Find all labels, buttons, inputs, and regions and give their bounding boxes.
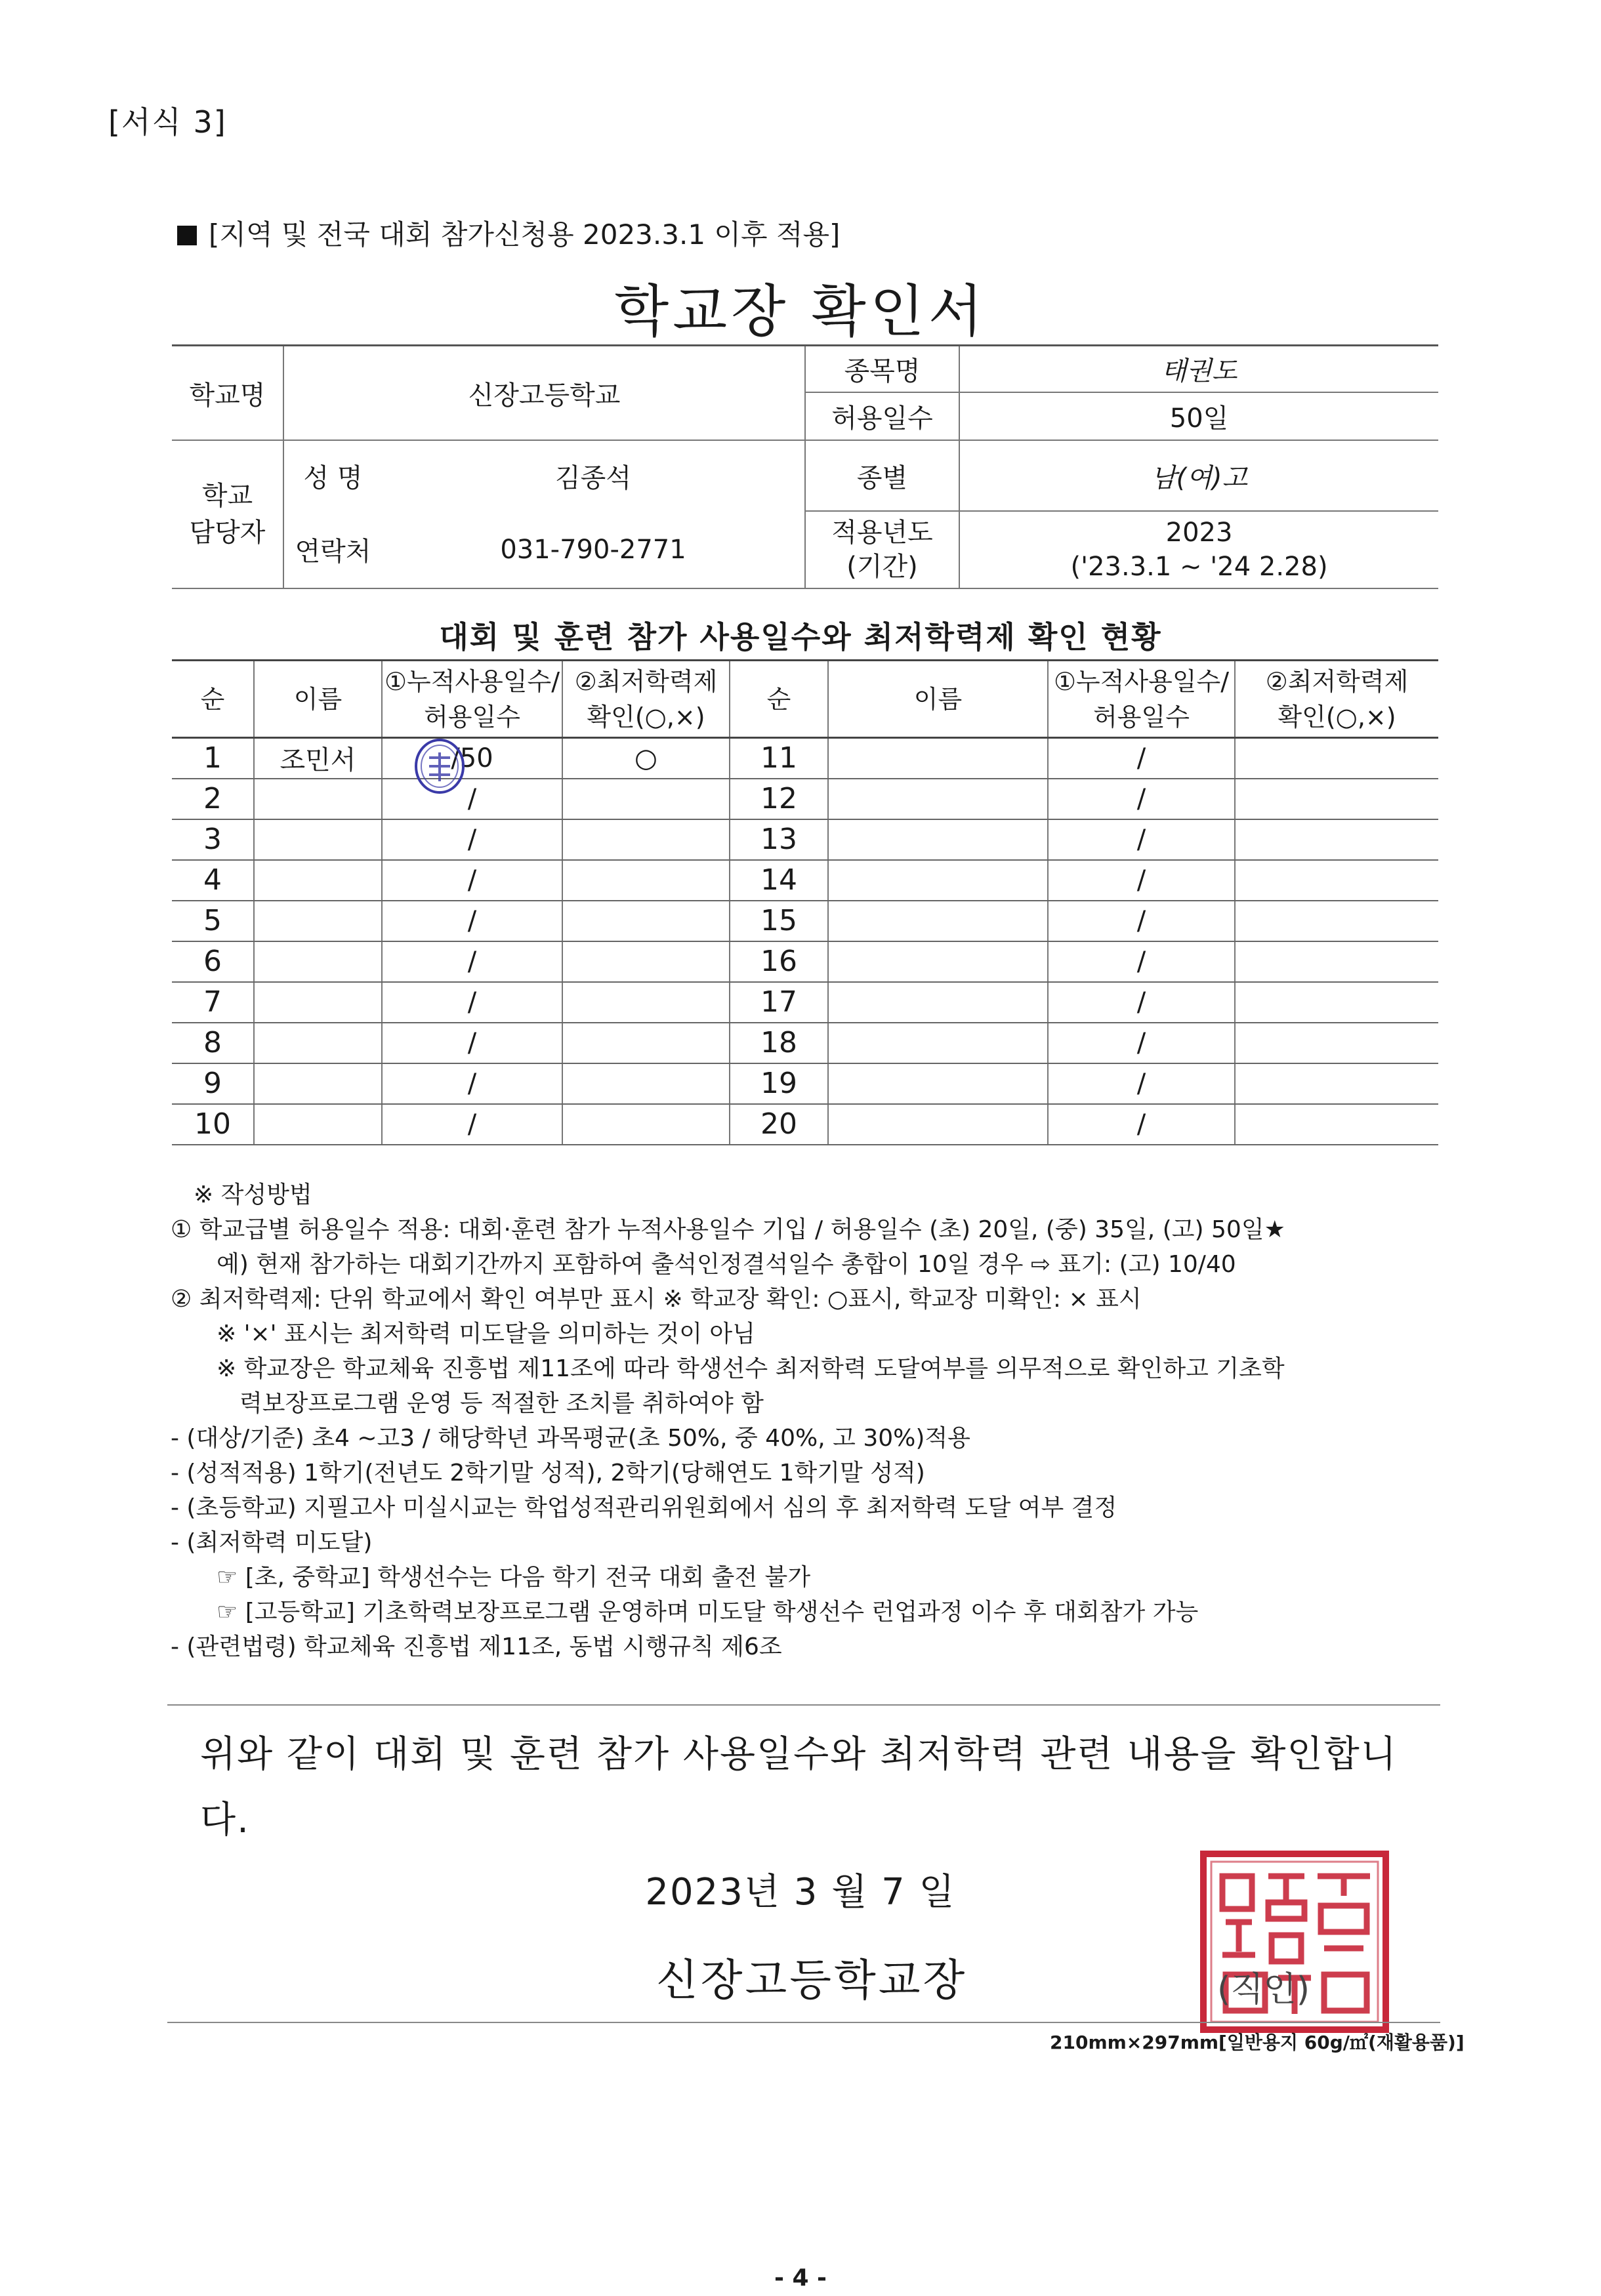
cumulative-days: / [1048,901,1235,941]
row-number: 1 [172,738,254,779]
academic-check [1235,1063,1438,1104]
row-number: 7 [172,982,254,1023]
table-row [172,779,1438,819]
col-academic-header-line1: ②최저학력제 [574,666,718,696]
note-line: ※ 학교장은 학교체육 진흥법 제11조에 따라 학생선수 최저학력 도달여부를 의무적으로 확인하고 기초학 [217,1355,1285,1382]
table-row [172,738,1438,779]
student-name [828,941,1048,982]
student-name [254,1104,382,1145]
col-days-header-2-line2: 허용일수 [1093,702,1190,731]
principal-title: 신장고등학교장 [656,1955,968,2005]
col-academic-header [562,661,730,738]
cumulative-days: / [1048,1063,1235,1104]
student-name [828,738,1048,779]
page-number: - 4 - [774,2265,827,2291]
row-number: 16 [730,941,828,982]
academic-check [1235,982,1438,1023]
col-academic-header-2 [1235,661,1438,738]
cumulative-days: / [382,819,562,860]
table-row [172,982,1438,1023]
student-name [828,1023,1048,1063]
col-name-header-2: 이름 [828,661,1048,738]
divider-top [167,1704,1440,1706]
student-name [254,982,382,1023]
note-line: ☞ [초, 중학교] 학생선수는 다음 학기 전국 대회 출전 불가 [217,1564,811,1591]
cumulative-days: /50 [382,738,562,779]
writing-method-notes [171,1178,1450,1664]
event-label: 종목명 [805,346,959,392]
col-days-header [382,661,562,738]
academic-check [562,941,730,982]
event-value: 태권도 [959,346,1438,392]
row-number: 14 [730,860,828,901]
year-label-line1: 적용년도 [831,518,933,548]
note-line: ② 최저학력제: 단위 학교에서 확인 여부만 표시 ※ 학교장 확인: ○표시, 학교장 미확인: × 표시 [171,1286,1142,1313]
cumulative-days: / [1048,982,1235,1023]
cumulative-days: / [1048,1023,1235,1063]
school-info-table [172,344,1438,589]
school-name-label: 학교명 [189,380,266,411]
col-days-header-2 [1048,661,1235,738]
col-name-header: 이름 [254,661,382,738]
cumulative-days: / [1048,941,1235,982]
row-number: 2 [172,779,254,819]
row-number: 8 [172,1023,254,1063]
allowed-days-value: 50일 [959,392,1438,440]
row-number: 10 [172,1104,254,1145]
student-name [828,982,1048,1023]
note-line: - (초등학교) 지필고사 미실시교는 학업성적관리위원회에서 심의 후 최저학력 도달 여부 결정 [171,1494,1117,1521]
cumulative-days: / [382,1063,562,1104]
note-line: ① 학교급별 허용일수 적용: 대회·훈련 참가 누적사용일수 기입 / 허용일수 (초) 20일, (중) 35일, (고) 50일★ [171,1216,1285,1243]
row-number: 5 [172,901,254,941]
note-line: ※ '×' 표시는 최저학력 미도달을 의미하는 것이 아님 [217,1321,755,1347]
col-no-header-2: 순 [730,661,828,738]
note-line: 력보장프로그램 운영 등 적절한 조치를 취하여야 함 [239,1390,764,1417]
year-value-line1: 2023 [1165,518,1233,548]
academic-check [1235,819,1438,860]
student-name [828,819,1048,860]
col-academic-header-2-line1: ②최저학력제 [1265,666,1409,696]
cumulative-days: / [382,901,562,941]
student-name [254,1063,382,1104]
student-name [828,1104,1048,1145]
student-name [828,860,1048,901]
gender-label: 종별 [805,440,959,511]
col-days-header-2-line1: ①누적사용일수/ [1053,666,1230,696]
note-line: 예) 현재 참가하는 대회기간까지 포함하여 출석인정결석일수 총합이 10일 경우 ⇨ 표기: (고) 10/40 [217,1251,1236,1278]
apply-note-text: [지역 및 전국 대회 참가신청용 2023.3.1 이후 적용] [209,218,841,251]
table-row [172,1063,1438,1104]
name-value: 김종석 [555,463,631,493]
academic-check [1235,779,1438,819]
note-line: - (관련법령) 학교체육 진흥법 제11조, 동법 시행규칙 제6조 [171,1633,782,1660]
col-no-header: 순 [172,661,254,738]
row-number: 18 [730,1023,828,1063]
row-number: 4 [172,860,254,901]
contact-value: 031-790-2771 [382,511,805,588]
academic-check [562,860,730,901]
row-number: 11 [730,738,828,779]
student-name [828,901,1048,941]
allowed-days-label: 허용일수 [805,392,959,440]
row-number: 17 [730,982,828,1023]
note-line: ※ 작성방법 [194,1181,312,1208]
school-name-value: 신장고등학교 [283,346,804,440]
note-line: ☞ [고등학교] 기초학력보장프로그램 운영하며 미도달 학생선수 런업과정 이수 후 대회참가 가능 [217,1599,1199,1626]
year-label-line2: (기간) [846,552,918,582]
apply-note [177,213,840,253]
note-line: - (대상/기준) 초4 ~고3 / 해당학년 과목평균(초 50%, 중 40%, 고 30%)적용 [171,1425,970,1452]
note-line: - (최저학력 미도달) [171,1529,373,1556]
year-value-line2: ('23.3.1 ~ '24 2.28) [1070,552,1328,582]
name-label: 성 명 [283,440,382,511]
academic-check [562,1023,730,1063]
academic-check [562,901,730,941]
row-number: 6 [172,941,254,982]
table-row [172,1104,1438,1145]
col-days-header-line1: ①누적사용일수/ [384,666,560,696]
academic-check [1235,860,1438,901]
paper-spec: 210mm×297mm[일반용지 60g/㎡(재활용품)] [1050,2032,1465,2053]
row-number: 3 [172,819,254,860]
cumulative-days: / [1048,779,1235,819]
cumulative-days: / [382,1104,562,1145]
table-row [172,819,1438,860]
section-title: 대회 및 훈련 참가 사용일수와 최저학력제 확인 현황 [439,619,1162,655]
row-number: 19 [730,1063,828,1104]
table-row [172,941,1438,982]
academic-check [562,1063,730,1104]
bullet-square-icon [177,226,197,245]
cumulative-days: / [1048,860,1235,901]
col-academic-header-line2: 확인(○,×) [587,702,705,731]
academic-check [562,1104,730,1145]
academic-check [1235,1023,1438,1063]
student-name [254,1023,382,1063]
student-name [254,779,382,819]
student-name: 조민서 [254,738,382,779]
cumulative-days: / [1048,819,1235,860]
cumulative-days: / [382,941,562,982]
inspector-stamp-icon [413,738,466,794]
cumulative-days: / [382,982,562,1023]
staff-label [172,440,283,588]
table-row [172,860,1438,901]
col-days-header-line2: 허용일수 [424,702,520,731]
seal-label: (직인) [1217,1970,1310,2009]
academic-check [562,819,730,860]
staff-label-line1: 학교 [201,481,253,511]
cumulative-days: / [382,779,562,819]
staff-label-line2: 담당자 [189,518,266,548]
row-number: 15 [730,901,828,941]
academic-check [1235,1104,1438,1145]
note-line: - (성적적용) 1학기(전년도 2학기말 성적), 2학기(당해연도 1학기말 성적) [171,1460,925,1486]
cumulative-days: / [1048,1104,1235,1145]
row-number: 20 [730,1104,828,1145]
year-value [959,511,1438,588]
contact-label: 연락처 [283,511,382,588]
table-row [172,1023,1438,1063]
row-number: 9 [172,1063,254,1104]
academic-check [562,982,730,1023]
academic-check [1235,941,1438,982]
year-label [805,511,959,588]
table-row [172,901,1438,941]
academic-check: ○ [562,738,730,779]
academic-check [1235,738,1438,779]
document-title: 학교장 확인서 [614,279,987,344]
cumulative-days: / [382,1023,562,1063]
student-name [254,860,382,901]
academic-check [562,779,730,819]
row-number: 13 [730,819,828,860]
student-name [254,819,382,860]
confirmation-text: 위와 같이 대회 및 훈련 참가 사용일수와 최저학력 관련 내용을 확인합니다. [200,1733,1398,1841]
student-name [828,1063,1048,1104]
cumulative-days: / [1048,738,1235,779]
col-academic-header-2-line2: 확인(○,×) [1278,702,1396,731]
academic-check [1235,901,1438,941]
form-number: [서식 3] [108,104,227,140]
student-name [254,901,382,941]
student-name [828,779,1048,819]
divider-bottom [167,2022,1440,2023]
gender-value: 남(여)고 [959,440,1438,511]
participation-table [172,659,1438,1145]
student-name [254,941,382,982]
issue-date: 2023년 3 월 7 일 [645,1871,956,1914]
cumulative-days: / [382,860,562,901]
row-number: 12 [730,779,828,819]
